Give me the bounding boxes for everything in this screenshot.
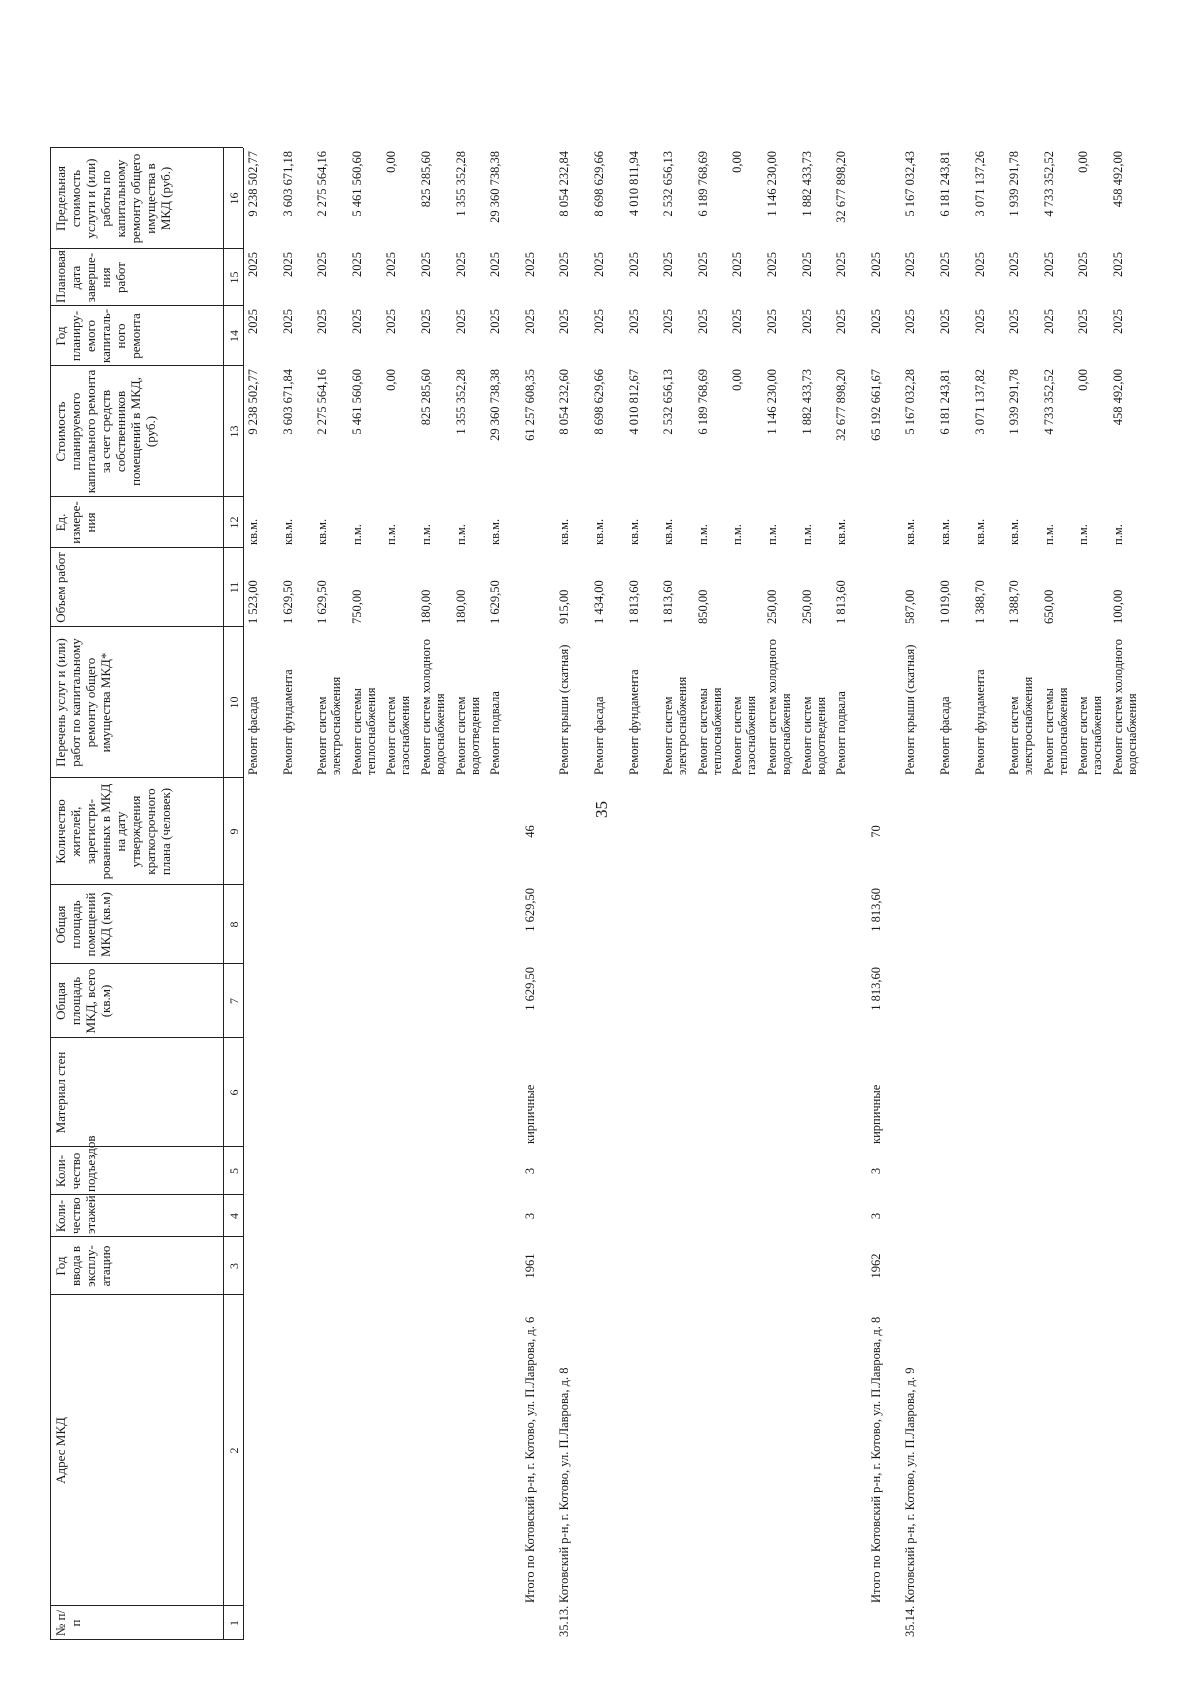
finish-date-cell: 2025 <box>765 252 779 277</box>
header-entrances: Коли-чество подъездов <box>53 1135 98 1192</box>
cost-cell: 1 882 433,73 <box>799 369 814 435</box>
finish-date-cell: 2025 <box>246 252 260 277</box>
volume-cell: 1 434,00 <box>592 580 606 624</box>
repair-year-cell: 2025 <box>730 309 745 334</box>
repair-year-cell: 2025 <box>1076 309 1091 334</box>
cost-cell: 3 071 137,82 <box>972 369 987 435</box>
limit-cost-cell: 29 360 738,38 <box>488 151 503 223</box>
repair-year-cell: 2025 <box>246 309 260 334</box>
limit-cost-cell: 32 677 898,20 <box>834 151 849 223</box>
cost-cell: 5 167 032,28 <box>903 369 918 435</box>
repair-year-cell: 2025 <box>903 309 918 334</box>
work-type-cell: Ремонт систем электроснабжения <box>1007 676 1036 775</box>
volume-cell: 100,00 <box>1111 589 1125 624</box>
column-number-10: 10 <box>227 696 241 709</box>
volume-cell: 250,00 <box>765 589 779 624</box>
unit-cell: п.м. <box>1076 524 1091 545</box>
address-cell: Котовский р-н, г. Котово, ул. П.Лаврова, д. 8 <box>557 1367 572 1603</box>
cost-cell: 2 275 564,16 <box>315 369 330 435</box>
finish-date-cell: 2025 <box>1007 252 1022 277</box>
work-type-cell: Ремонт подвала <box>834 691 849 775</box>
header-unit: Ед. измере-ния <box>53 501 98 544</box>
work-type-cell: Ремонт крыши (скатная) <box>903 644 918 775</box>
unit-cell: кв.м. <box>1007 518 1022 545</box>
total-row-label: Итого по Котовский р-н, г. Котово, ул. П.Лаврова, д. 6 <box>522 1316 537 1603</box>
cost-cell: 29 360 738,38 <box>488 369 503 441</box>
limit-cost-cell: 0,00 <box>730 151 745 173</box>
work-type-cell: Ремонт системы теплоснабжения <box>695 687 724 775</box>
limit-cost-cell: 1 146 230,00 <box>765 151 779 217</box>
finish-date-cell: 2025 <box>799 252 814 277</box>
limit-cost-cell: 4 733 352,52 <box>1041 151 1056 217</box>
cost-cell: 2 532 656,13 <box>661 369 676 435</box>
header-floors: Коли-чество этажей <box>53 1195 98 1234</box>
limit-cost-cell: 825 285,60 <box>419 151 433 208</box>
repair-year-cell: 2025 <box>626 309 641 334</box>
volume-cell: 1 388,70 <box>972 580 987 624</box>
area-rooms-cell: 1 813,60 <box>868 888 883 932</box>
header-year-built: Год ввода в эксплу-атацию <box>53 1245 113 1287</box>
repair-year-cell: 2025 <box>695 309 710 334</box>
repair-year-cell: 2025 <box>834 309 849 334</box>
repair-year-cell: 2025 <box>1041 309 1056 334</box>
header-area-rooms: Общая площадь помещений МКД (кв.м) <box>53 892 113 957</box>
item-number-cell: 35.13. <box>557 1605 572 1637</box>
year-built-cell: 1962 <box>868 1253 883 1279</box>
finish-date-cell: 2025 <box>903 252 918 277</box>
work-type-cell: Ремонт систем газоснабжения <box>1076 695 1105 775</box>
limit-cost-cell: 0,00 <box>384 151 399 173</box>
cost-cell: 1 939 291,78 <box>1007 369 1022 435</box>
cost-cell: 1 146 230,00 <box>765 369 779 435</box>
unit-cell: п.м. <box>765 524 779 545</box>
unit-cell: кв.м. <box>972 518 987 545</box>
work-type-cell: Ремонт систем газоснабжения <box>384 695 413 775</box>
limit-cost-cell: 5 461 560,60 <box>349 151 364 217</box>
finish-date-cell: 2025 <box>453 252 468 277</box>
column-number-13: 13 <box>227 425 241 438</box>
entrances-cell: 3 <box>522 1167 537 1175</box>
unit-cell: п.м. <box>384 524 399 545</box>
volume-cell: 650,00 <box>1041 589 1056 624</box>
cost-cell: 8 698 629,66 <box>592 369 606 435</box>
header-num: № п/п <box>53 1609 83 1637</box>
repair-year-cell: 2025 <box>419 309 433 334</box>
entrances-cell: 3 <box>868 1167 883 1175</box>
cost-cell: 6 181 243,81 <box>938 369 952 435</box>
total-cost-cell: 65 192 661,67 <box>868 369 883 441</box>
header-bottom-border <box>223 148 224 1640</box>
limit-cost-cell: 0,00 <box>1076 151 1091 173</box>
volume-cell: 1 629,50 <box>280 580 295 624</box>
unit-cell: п.м. <box>1111 524 1125 545</box>
cost-cell: 8 054 232,60 <box>557 369 572 435</box>
limit-cost-cell: 1 882 433,73 <box>799 151 814 217</box>
limit-cost-cell: 1 355 352,28 <box>453 151 468 217</box>
finish-date-cell: 2025 <box>1076 252 1091 277</box>
header-finish-date: Плановая дата заверше-ния работ <box>53 250 128 303</box>
repair-year-cell: 2025 <box>280 309 295 334</box>
column-number-bottom-border <box>243 148 244 1640</box>
finish-date-cell: 2025 <box>592 252 606 277</box>
column-number-11: 11 <box>227 581 241 594</box>
column-number-14: 14 <box>227 330 241 342</box>
finish-date-cell: 2025 <box>938 252 952 277</box>
work-type-cell: Ремонт системы теплоснабжения <box>349 687 378 775</box>
cost-cell: 32 677 898,20 <box>834 369 849 441</box>
unit-cell: кв.м. <box>488 518 503 545</box>
cost-cell: 5 461 560,60 <box>349 369 364 435</box>
repair-year-cell: 2025 <box>799 309 814 334</box>
rotated-page <box>50 40 1150 1640</box>
finish-date-cell: 2025 <box>280 252 295 277</box>
repair-year-cell: 2025 <box>384 309 399 334</box>
unit-cell: кв.м. <box>834 518 849 545</box>
column-number-1: 1 <box>227 1620 241 1626</box>
limit-cost-cell: 8 698 629,66 <box>592 151 606 217</box>
column-number-15: 15 <box>227 271 241 284</box>
repair-year-cell: 2025 <box>349 309 364 334</box>
area-total-cell: 1 629,50 <box>522 967 537 1011</box>
unit-cell: п.м. <box>730 524 745 545</box>
limit-cost-cell: 2 532 656,13 <box>661 151 676 217</box>
page-number: 35 <box>592 801 611 818</box>
finish-date-cell: 2025 <box>1111 252 1125 277</box>
volume-cell: 1 813,60 <box>626 580 641 624</box>
limit-cost-cell: 2 275 564,16 <box>315 151 330 217</box>
repair-year-cell: 2025 <box>972 309 987 334</box>
unit-cell: кв.м. <box>626 518 641 545</box>
cost-cell: 0,00 <box>1076 369 1091 391</box>
unit-cell: кв.м. <box>903 518 918 545</box>
year-built-cell: 1961 <box>522 1253 537 1279</box>
limit-cost-cell: 3 071 137,26 <box>972 151 987 217</box>
header-residents: Количество жителей, зарегистри-рованных в МКД на дату утверждения краткосрочного плана (человек) <box>53 783 173 880</box>
finish-date-cell: 2025 <box>695 252 710 277</box>
work-type-cell: Ремонт фундамента <box>280 669 295 775</box>
header-area-total: Общая площадь МКД, всего (кв.м) <box>53 968 113 1034</box>
finish-date-cell: 2025 <box>349 252 364 277</box>
column-number-12: 12 <box>227 516 241 529</box>
capital-repair-table <box>50 40 1150 1640</box>
header-wall-material: Материал стен <box>53 1051 68 1134</box>
unit-cell: кв.м. <box>246 518 260 545</box>
unit-cell: п.м. <box>419 524 433 545</box>
work-type-cell: Ремонт систем водоотведения <box>453 696 482 775</box>
cost-cell: 0,00 <box>730 369 745 391</box>
unit-cell: кв.м. <box>315 518 330 545</box>
unit-cell: кв.м. <box>592 518 606 545</box>
finish-date-cell: 2025 <box>557 252 572 277</box>
floors-cell: 3 <box>522 1212 537 1220</box>
unit-cell: п.м. <box>1041 524 1056 545</box>
volume-cell: 1 019,00 <box>938 580 952 624</box>
repair-year-cell: 2025 <box>557 309 572 334</box>
repair-year-cell: 2025 <box>315 309 330 334</box>
limit-cost-cell: 458 492,00 <box>1111 151 1125 208</box>
column-number-4: 4 <box>227 1213 241 1219</box>
unit-cell: кв.м. <box>938 518 952 545</box>
column-number-8: 8 <box>227 921 241 928</box>
volume-cell: 1 388,70 <box>1007 580 1022 624</box>
work-type-cell: Ремонт систем газоснабжения <box>730 695 759 775</box>
limit-cost-cell: 6 189 768,69 <box>695 151 710 217</box>
cost-cell: 9 238 502,77 <box>246 369 260 435</box>
finish-date-cell: 2025 <box>972 252 987 277</box>
header-cost: Стоимость планируемого капитального ремонта за счет средств собственников помещений в МКД, (руб.) <box>53 369 158 494</box>
column-number-7: 7 <box>227 998 241 1004</box>
total-row-label: Итого по Котовский р-н, г. Котово, ул. П.Лаврова, д. 8 <box>868 1316 883 1603</box>
limit-cost-cell: 3 603 671,18 <box>280 151 295 217</box>
volume-cell: 1 629,50 <box>315 580 330 624</box>
header-address: Адрес МКД <box>53 1417 68 1484</box>
volume-cell: 1 629,50 <box>488 580 503 624</box>
work-type-cell: Ремонт систем электроснабжения <box>315 676 344 775</box>
cost-cell: 3 603 671,84 <box>280 369 295 435</box>
column-number-16: 16 <box>227 192 241 205</box>
finish-date-cell: 2025 <box>419 252 433 277</box>
column-number-2: 2 <box>227 1447 241 1454</box>
total-cost-cell: 61 257 608,35 <box>522 369 537 441</box>
header-work: Перечень услуг и (или) работ по капитальному ремонту общего имущества МКД* <box>53 638 113 767</box>
work-type-cell: Ремонт фасада <box>592 696 606 775</box>
residents-cell: 46 <box>522 825 537 838</box>
cost-cell: 4 733 352,52 <box>1041 369 1056 435</box>
volume-cell: 850,00 <box>695 589 710 624</box>
limit-cost-cell: 6 181 243,81 <box>938 151 952 217</box>
work-type-cell: Ремонт систем холодного водоснабжения <box>765 639 793 775</box>
work-type-cell: Ремонт систем водоотведения <box>799 696 828 775</box>
work-type-cell: Ремонт крыши (скатная) <box>557 644 572 775</box>
finish-date-cell: 2025 <box>730 252 745 277</box>
work-type-cell: Ремонт подвала <box>488 691 503 775</box>
volume-cell: 180,00 <box>419 589 433 624</box>
finish-date-cell: 2025 <box>384 252 399 277</box>
volume-cell: 750,00 <box>349 589 364 624</box>
repair-year-cell: 2025 <box>488 309 503 334</box>
work-type-cell: Ремонт фундамента <box>972 669 987 775</box>
floors-cell: 3 <box>868 1212 883 1220</box>
finish-date-cell: 2025 <box>626 252 641 277</box>
limit-cost-cell: 5 167 032,43 <box>903 151 918 217</box>
column-number-6: 6 <box>227 1089 241 1096</box>
work-type-cell: Ремонт системы теплоснабжения <box>1041 687 1070 775</box>
unit-cell: кв.м. <box>661 518 676 545</box>
limit-cost-cell: 8 054 232,84 <box>557 151 572 217</box>
work-type-cell: Ремонт систем электроснабжения <box>661 676 690 775</box>
limit-cost-cell: 9 238 502,77 <box>246 151 260 217</box>
unit-cell: п.м. <box>349 524 364 545</box>
finish-date-cell: 2025 <box>522 252 537 277</box>
finish-date-cell: 2025 <box>488 252 503 277</box>
work-type-cell: Ремонт систем холодного водоснабжения <box>1111 639 1139 775</box>
header-limit-cost: Предельная стоимость услуги и (или) работы по капитальному ремонту общего имущества в МКД (руб.) <box>53 153 173 244</box>
repair-year-cell: 2025 <box>1007 309 1022 334</box>
wall-material-cell: кирпичные <box>522 1084 537 1144</box>
limit-cost-cell: 1 939 291,78 <box>1007 151 1022 217</box>
finish-date-cell: 2025 <box>661 252 676 277</box>
volume-cell: 1 813,60 <box>661 580 676 624</box>
unit-cell: кв.м. <box>280 518 295 545</box>
repair-year-cell: 2025 <box>522 309 537 334</box>
area-total-cell: 1 813,60 <box>868 967 883 1011</box>
volume-cell: 250,00 <box>799 589 814 624</box>
header-volume: Объем работ <box>53 552 68 623</box>
column-number-3: 3 <box>227 1263 241 1269</box>
table-top-border <box>50 148 51 1640</box>
volume-cell: 915,00 <box>557 589 572 624</box>
finish-date-cell: 2025 <box>834 252 849 277</box>
unit-cell: кв.м. <box>557 518 572 545</box>
cost-cell: 6 189 768,69 <box>695 369 710 435</box>
repair-year-cell: 2025 <box>1111 309 1125 334</box>
finish-date-cell: 2025 <box>868 252 883 277</box>
cost-cell: 825 285,60 <box>419 369 433 426</box>
finish-date-cell: 2025 <box>1041 252 1056 277</box>
unit-cell: п.м. <box>799 524 814 545</box>
cost-cell: 1 355 352,28 <box>453 369 468 435</box>
finish-date-cell: 2025 <box>315 252 330 277</box>
repair-year-cell: 2025 <box>868 309 883 334</box>
unit-cell: п.м. <box>695 524 710 545</box>
work-type-cell: Ремонт фасада <box>246 696 260 775</box>
repair-year-cell: 2025 <box>765 309 779 334</box>
volume-cell: 587,00 <box>903 589 918 624</box>
cost-cell: 458 492,00 <box>1111 369 1125 426</box>
residents-cell: 70 <box>868 825 883 838</box>
wall-material-cell: кирпичные <box>868 1084 883 1144</box>
volume-cell: 1 523,00 <box>246 580 260 624</box>
item-number-cell: 35.14. <box>903 1605 918 1637</box>
area-rooms-cell: 1 629,50 <box>522 888 537 932</box>
repair-year-cell: 2025 <box>661 309 676 334</box>
column-number-5: 5 <box>227 1168 241 1174</box>
repair-year-cell: 2025 <box>938 309 952 334</box>
unit-cell: п.м. <box>453 524 468 545</box>
volume-cell: 180,00 <box>453 589 468 624</box>
repair-year-cell: 2025 <box>592 309 606 334</box>
column-number-9: 9 <box>227 828 241 835</box>
work-type-cell: Ремонт фундамента <box>626 669 641 775</box>
work-type-cell: Ремонт фасада <box>938 696 952 775</box>
repair-year-cell: 2025 <box>453 309 468 334</box>
cost-cell: 4 010 812,67 <box>626 369 641 435</box>
cost-cell: 0,00 <box>384 369 399 391</box>
work-type-cell: Ремонт систем холодного водоснабжения <box>419 639 447 775</box>
header-repair-year: Год планиру-емого капиталь-ного ремонта <box>53 308 143 363</box>
address-cell: Котовский р-н, г. Котово, ул. П.Лаврова, д. 9 <box>903 1367 918 1603</box>
limit-cost-cell: 4 010 811,94 <box>626 151 641 217</box>
volume-cell: 1 813,60 <box>834 580 849 624</box>
